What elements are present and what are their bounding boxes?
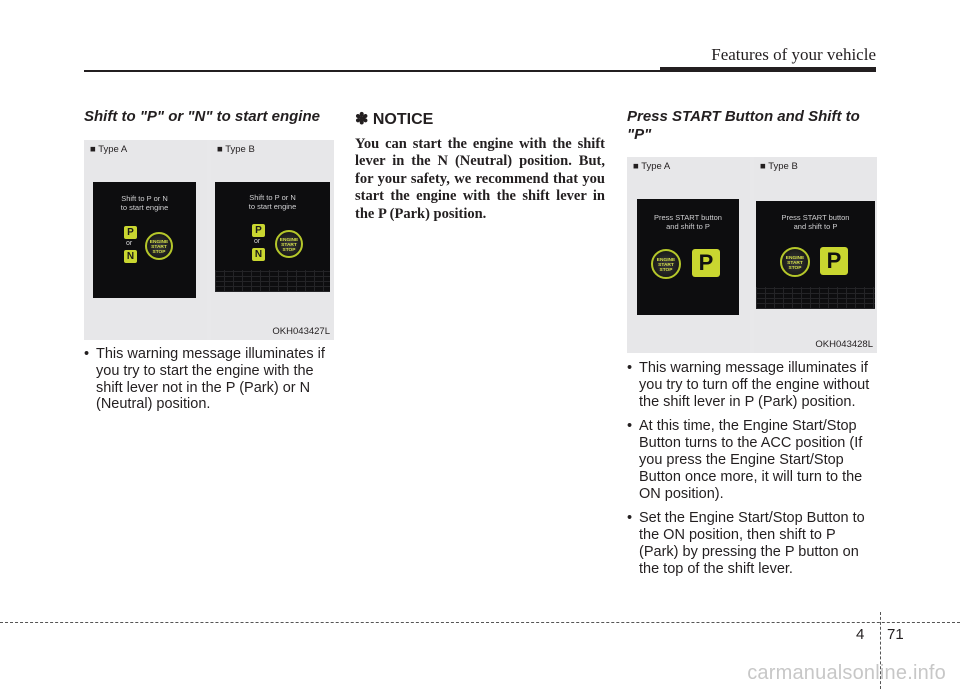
display-screen-b <box>756 201 875 309</box>
p-key-icon: P <box>692 249 720 277</box>
p-key-icon: P <box>252 224 265 237</box>
notice-column <box>355 110 605 223</box>
figure-code: OKH043427L <box>272 326 330 337</box>
screen-msg-1: Shift to P or N <box>249 193 296 202</box>
figure-code: OKH043428L <box>815 339 873 350</box>
section-heading-shift: Shift to "P" or "N" to start engine <box>84 108 320 125</box>
n-key-icon: N <box>252 248 265 261</box>
figure-panel-type-b <box>211 140 334 340</box>
engine-start-stop-icon <box>780 247 810 277</box>
display-screen-a <box>93 182 196 298</box>
figure-panel-type-b <box>754 157 877 353</box>
screen-msg-1: Press START button <box>781 213 850 222</box>
list-item: • This warning message illuminates if you try to turn off the engine without the shift lever in P (Park) position. <box>627 360 877 410</box>
btn-text-2: START <box>151 245 167 250</box>
screen-msg-2: and shift to P <box>793 222 838 231</box>
type-b-label: ■ Type B <box>217 144 255 155</box>
notice-title: ✽ NOTICE <box>355 111 434 128</box>
btn-text-1: ENGINE <box>785 256 805 261</box>
screen-msg-1: Shift to P or N <box>121 194 168 203</box>
header-title: Features of your vehicle <box>711 45 876 64</box>
type-a-label: ■ Type A <box>633 161 671 172</box>
bullet-list-right <box>627 360 877 578</box>
figure-press-start-warning <box>627 157 877 353</box>
floor-grid <box>215 270 330 292</box>
type-a-label: ■ Type A <box>90 144 128 155</box>
display-screen-b <box>215 182 330 292</box>
btn-text-3: STOP <box>659 268 673 273</box>
btn-text-2: START <box>658 263 674 268</box>
screen-msg-2: and shift to P <box>666 222 710 231</box>
p-key-icon: P <box>820 247 848 275</box>
or-text: or <box>126 240 133 247</box>
list-item: • Set the Engine Start/Stop Button to the ON position, then shift to P (Park) by pressing the P button on the top of the shift lever. <box>627 510 877 577</box>
chapter-number: 4 <box>856 626 865 643</box>
btn-text-3: STOP <box>788 266 802 271</box>
header-tab <box>660 67 876 72</box>
n-key-icon: N <box>124 250 137 263</box>
engine-start-stop-icon <box>275 230 303 258</box>
list-item: • This warning message illuminates if you try to start the engine with the shift lever not in the P (Park) or N (Neutral) position. <box>84 346 334 413</box>
figure-panel-type-a <box>84 140 207 340</box>
list-item: • At this time, the Engine Start/Stop Button turns to the ACC position (If you press the Engine Start/Stop Button once more, it will turn to the ON position). <box>627 418 877 502</box>
btn-text-1: ENGINE <box>279 238 299 243</box>
or-text: or <box>254 238 261 245</box>
right-column <box>627 108 877 586</box>
section-heading-press-start: Press START Button and Shift to "P" <box>627 108 860 143</box>
notice-body: You can start the engine with the shift lever in the N (Neutral) position. But, for your safety, we recommend that you start the engine with the shift lever in the P (Park) position. <box>355 136 605 222</box>
footer-rule <box>0 622 960 623</box>
screen-msg-1: Press START button <box>654 213 722 222</box>
btn-text-2: START <box>281 243 297 248</box>
figure-shift-warning <box>84 140 334 340</box>
watermark: carmanualsonline.info <box>747 662 946 684</box>
screen-msg-2: to start engine <box>248 202 297 211</box>
screen-msg-2: to start engine <box>120 203 169 212</box>
btn-text-2: START <box>787 261 803 266</box>
btn-text-1: ENGINE <box>149 240 169 245</box>
p-key-icon: P <box>124 226 137 239</box>
bullet-list-left <box>84 346 334 413</box>
figure-panel-type-a <box>627 157 750 353</box>
display-screen-a <box>637 199 739 315</box>
floor-grid <box>756 287 875 309</box>
btn-text-1: ENGINE <box>656 258 676 263</box>
btn-text-3: STOP <box>282 248 296 253</box>
engine-start-stop-icon <box>651 249 681 279</box>
type-b-label: ■ Type B <box>760 161 798 172</box>
engine-start-stop-icon <box>145 232 173 260</box>
page-number: 71 <box>887 626 904 643</box>
left-column <box>84 108 334 421</box>
btn-text-3: STOP <box>152 250 166 255</box>
